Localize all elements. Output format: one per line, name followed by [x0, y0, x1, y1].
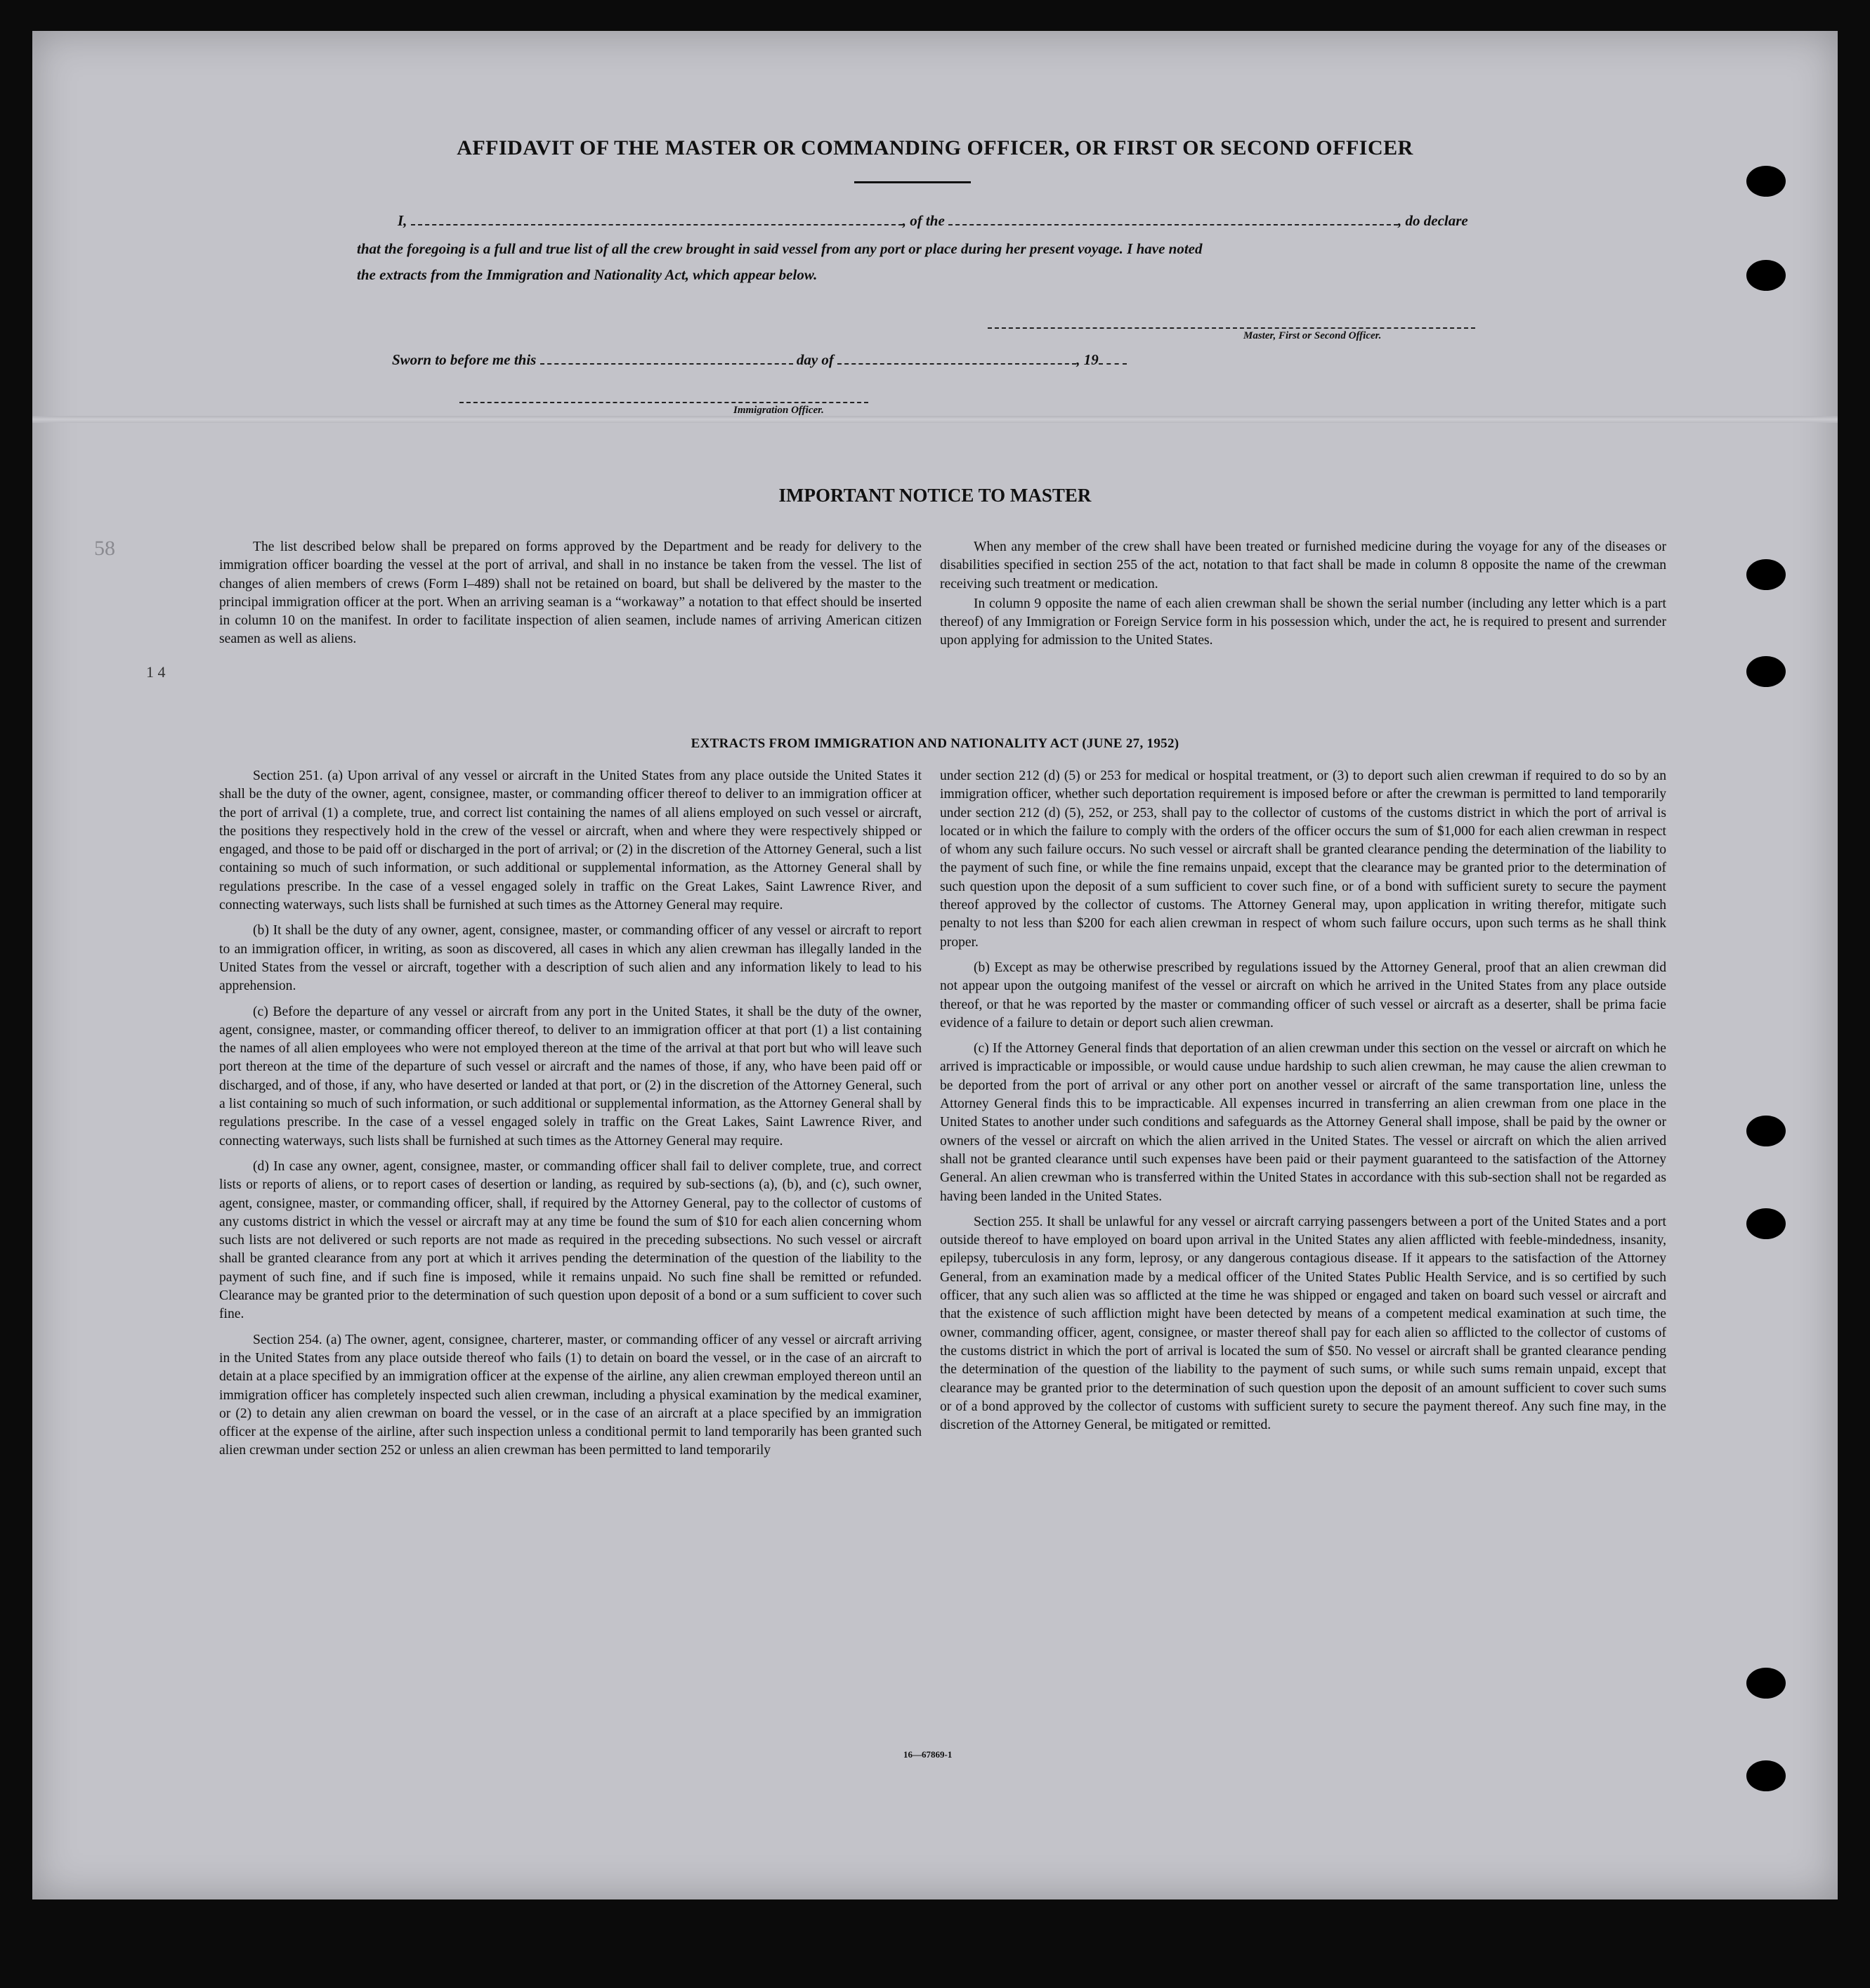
declaration-line	[398, 212, 1468, 230]
sworn-line	[392, 351, 1127, 369]
margin-mark-mid: 1 4	[146, 663, 166, 681]
declarant-name-blank	[411, 221, 903, 225]
sworn-year-blank	[1099, 360, 1127, 365]
declaration-text-2: the extracts from the Immigration and Nationality Act, which appear below.	[357, 266, 818, 283]
section-251d: (d) In case any owner, agent, consignee, master, or commanding officer shall fail to deliver complete, true, and correct lists or reports of aliens, or to report cases of desertion or landing, as required by sub-sections (a), (b), and (c), such owner, agent, consignee, master, or commanding officer, shall, if required by the Attorney General, pay to the collector of customs of any customs district in which the vessel or aircraft may at any time be found the sum of $10 for each alien concerning whom such lists are not delivered or such reports are not made as required in the preceding subsections. No such vessel or aircraft shall be granted clearance from any port at which it arrives pending the determination of the question of the liability to the payment of such fine, and if such fine is imposed, while it remains unpaid. No such fine shall be remitted or refunded. Clearance may be granted prior to the determination of such question upon deposit of a bond or a sum sufficient to cover such fine.	[219, 1158, 922, 1322]
punch-hole-3	[1746, 559, 1786, 590]
day-of-label: day of	[796, 351, 834, 368]
officer-signature-line	[459, 402, 868, 403]
extracts-right-column	[940, 767, 1666, 1441]
section-255: Section 255. It shall be unlawful for any vessel or aircraft carrying passengers between a port of the United States and a port outside thereof to have employed on board upon arrival in the United States any alien afflicted with feeble-mindedness, insanity, epilepsy, tuberculosis in any form, leprosy, or any dangerous contagious disease. If it appears to the satisfaction of the Attorney General, from an examination made by a medical officer of the United States Public Health Service, and is so certified by such officer, that any such alien was so afflicted at the time he was shipped or engaged and taken on board such vessel or aircraft and that the existence of such affliction might have been detected by means of a competent medical examination at such time, the owner, commanding officer, agent, consignee, or master thereof shall pay for each alien so afflicted to the collector of customs of the customs district in which the port of arrival is located the sum of $50. No vessel or aircraft shall be granted clearance pending the determination of the question of the liability to the payment of such sums, or while such sums remain unpaid, except that clearance may be granted prior to the determination of such question upon the deposit of an amount sufficient to cover such sums or of a bond approved by the collector of customs with sufficient surety to secure the payment thereof. Any such fine may, in the discretion of the Attorney General, be mitigated or remitted.	[940, 1214, 1666, 1433]
officer-caption: Immigration Officer.	[733, 405, 824, 416]
section-254a-continued: under section 212 (d) (5) or 253 for medical or hospital treatment, or (3) to deport such alien crewman if required to do so by an immigration officer, whether such deportation requirement is imposed before or after the crewman is permitted to land temporarily under section 212 (d) (5), 252, or 253, shall pay to the collector of customs of the customs district in which the port of arrival is located or in which the failure to comply with the orders of the officer occurs the sum of $1,000 for each alien crewman in respect of whom any such failure occurs. No such vessel or aircraft shall be granted clearance pending the determination of the liability to the payment of such fine, or while the fine remains unpaid, except that the clearance may be granted prior to the determination of such question upon the deposit of a sum sufficient to cover such fine, or of a bond with sufficient surety to secure the payment thereof approved by the collector of customs. The Attorney General may, upon application in writing therefor, mitigate such penalty to not less than $200 for each alien crewman in respect of whom such failure occurs, upon such terms as he shall think proper.	[940, 769, 1666, 950]
punch-hole-7	[1746, 1668, 1786, 1699]
notice-right-column	[940, 538, 1666, 658]
section-251b: (b) It shall be the duty of any owner, agent, consignee, master, or commanding officer of any vessel or aircraft to report to an immigration officer, in writing, as soon as discovered, all cases in which any alien crewman has illegally landed in the United States from the vessel or aircraft, together with a description of such alien and any information likely to lead to his apprehension.	[219, 923, 922, 994]
declarant-label: I,	[398, 212, 407, 229]
vessel-name-blank	[948, 221, 1398, 225]
margin-mark-top: 58	[94, 537, 115, 560]
punch-hole-4	[1746, 656, 1786, 687]
section-254b: (b) Except as may be otherwise prescribed by regulations issued by the Attorney General, proof that an alien crewman did not appear upon the outgoing manifest of the vessel or aircraft on which he arrived in the United States from any place outside thereof, or that he was reported by the master or commanding officer of such vessel or aircraft as a deserter, shall be prima facie evidence of a failure to detain or deport such alien crewman.	[940, 960, 1666, 1031]
notice-title: IMPORTANT NOTICE TO MASTER	[778, 485, 1092, 506]
of-the-label: , of the	[902, 212, 945, 229]
punch-hole-6	[1746, 1208, 1786, 1239]
notice-right-paragraph-1: When any member of the crew shall have been treated or furnished medicine during the voyage for any of the diseases or disabilities specified in section 255 of the act, notation to that fact shall be made in column 8 opposite the name of the crewman receiving such treatment or medication.	[940, 539, 1666, 591]
section-251a: Section 251. (a) Upon arrival of any vessel or aircraft in the United States from any place outside the United States it shall be the duty of the owner, agent, consignee, master, or commanding officer thereof to deliver to an immigration officer at the port of arrival (1) a complete, true, and correct list containing the names of all aliens employed on such vessel or aircraft, the positions they respectively hold in the crew of the vessel or aircraft, when and where they were respectively shipped or engaged, and those to be paid off or discharged in the port of arrival; or (2) in the discretion of the Attorney General, such a list containing so much of such information, or such additional or supplemental information, as the Attorney General shall by regulations prescribe. In the case of a vessel engaged solely in traffic on the Great Lakes, Saint Lawrence River, and connecting waterways, such lists shall be furnished at such times as the Attorney General may require.	[219, 769, 922, 913]
do-declare-label: , do declare	[1398, 212, 1468, 229]
punch-hole-2	[1746, 260, 1786, 291]
paper-fold	[32, 416, 1838, 423]
sworn-day-blank	[540, 360, 793, 365]
section-254c: (c) If the Attorney General finds that deportation of an alien crewman under this section on the vessel or aircraft on which he arrived is impracticable or impossible, or would cause undue hardship to such alien crewman, he may cause the alien crewman to be deported from the port of arrival or any other port on another vessel or aircraft of the same transportation line, unless the Attorney General finds this to be impracticable. All expenses incurred in transferring an alien crewman from one place in the United States to another under such conditions and safeguards as the Attorney General shall impose, shall be paid by the owner or owners of the vessel or aircraft on which the alien arrived in the United States. The vessel or aircraft on which the alien arrived shall not be granted clearance until such expenses have been paid or their payment guaranteed to the satisfaction of the Attorney General. An alien crewman who is transferred within the United States in accordance with this sub-section shall not be regarded as having been landed in the United States.	[940, 1041, 1666, 1204]
punch-hole-1	[1746, 166, 1786, 197]
punch-hole-8	[1746, 1760, 1786, 1791]
extracts-left-column	[219, 767, 922, 1467]
section-254a: Section 254. (a) The owner, agent, consignee, charterer, master, or commanding officer of any vessel or aircraft arriving in the United States from any place outside thereof who fails (1) to detain on board the vessel, or in the case of an aircraft to detain at a place specified by an immigration officer at the expense of the airline, any alien crewman employed thereon until an immigration officer has completely inspected such alien crewman, including a physical examination by the medical examiner, or (2) to detain any alien crewman on board the vessel, or in the case of an aircraft at a place specified by an immigration officer at the expense of the airline, after such inspection unless a conditional permit to land temporarily has been granted such alien crewman under section 252 or unless an alien crewman has been permitted to land temporarily	[219, 1332, 922, 1458]
title-underline	[854, 181, 971, 183]
sworn-label: Sworn to before me this	[392, 351, 537, 368]
notice-left-paragraph: The list described below shall be prepared on forms approved by the Department and be ready for delivery to the immigration officer boarding the vessel at the port of arrival, and shall in no instance be taken from the vessel. The list of changes of alien members of crews (Form I–489) shall not be retained on board, but shall be delivered by the master to the principal immigration officer at the port. When an arriving seaman is a “workaway” a notation to that effect should be inserted in column 10 on the manifest. In order to facilitate inspection of alien seamen, include names of arriving American citizen seamen as well as aliens.	[219, 539, 922, 647]
document-page	[32, 31, 1838, 1899]
master-caption: Master, First or Second Officer.	[1243, 330, 1382, 341]
declaration-text-1: that the foregoing is a full and true list of all the crew brought in said vessel from any port or place during her present voyage. I have noted	[357, 240, 1203, 257]
extracts-title: EXTRACTS FROM IMMIGRATION AND NATIONALITY ACT (JUNE 27, 1952)	[691, 736, 1179, 751]
notice-right-paragraph-2: In column 9 opposite the name of each alien crewman shall be shown the serial number (including any letter which is a part thereof) of any Immigration or Foreign Service form in his possession which, under the act, he is required to present and surrender upon applying for admission to the United States.	[940, 596, 1666, 648]
master-signature-line	[988, 327, 1475, 329]
section-251c: (c) Before the departure of any vessel or aircraft from any port in the United States, it shall be the duty of the owner, agent, consignee, master, or commanding officer thereof, to deliver to an immigration officer at that port (1) a list containing the names of all alien employees who were not employed thereon at the time of the arrival at that port but who will leave such port thereon at the time of the departure of such vessel or aircraft and the names of those, if any, who have been paid off or discharged, and of those, if any, who have deserted or landed at that port, or (2) in the discretion of the Attorney General, such a list containing so much of such information, or such additional or supplemental information, as the Attorney General shall by regulations prescribe. In the case of a vessel engaged solely in traffic on the Great Lakes, Saint Lawrence River, and connecting waterways, such lists shall be furnished at such times as the Attorney General may require.	[219, 1004, 922, 1149]
notice-left-column	[219, 538, 922, 656]
affidavit-title: AFFIDAVIT OF THE MASTER OR COMMANDING OFFICER, OR FIRST OR SECOND OFFICER	[457, 136, 1413, 159]
punch-hole-5	[1746, 1116, 1786, 1146]
form-number: 16—67869-1	[903, 1749, 953, 1760]
year-label: , 19	[1076, 351, 1099, 368]
sworn-month-blank	[837, 360, 1076, 365]
